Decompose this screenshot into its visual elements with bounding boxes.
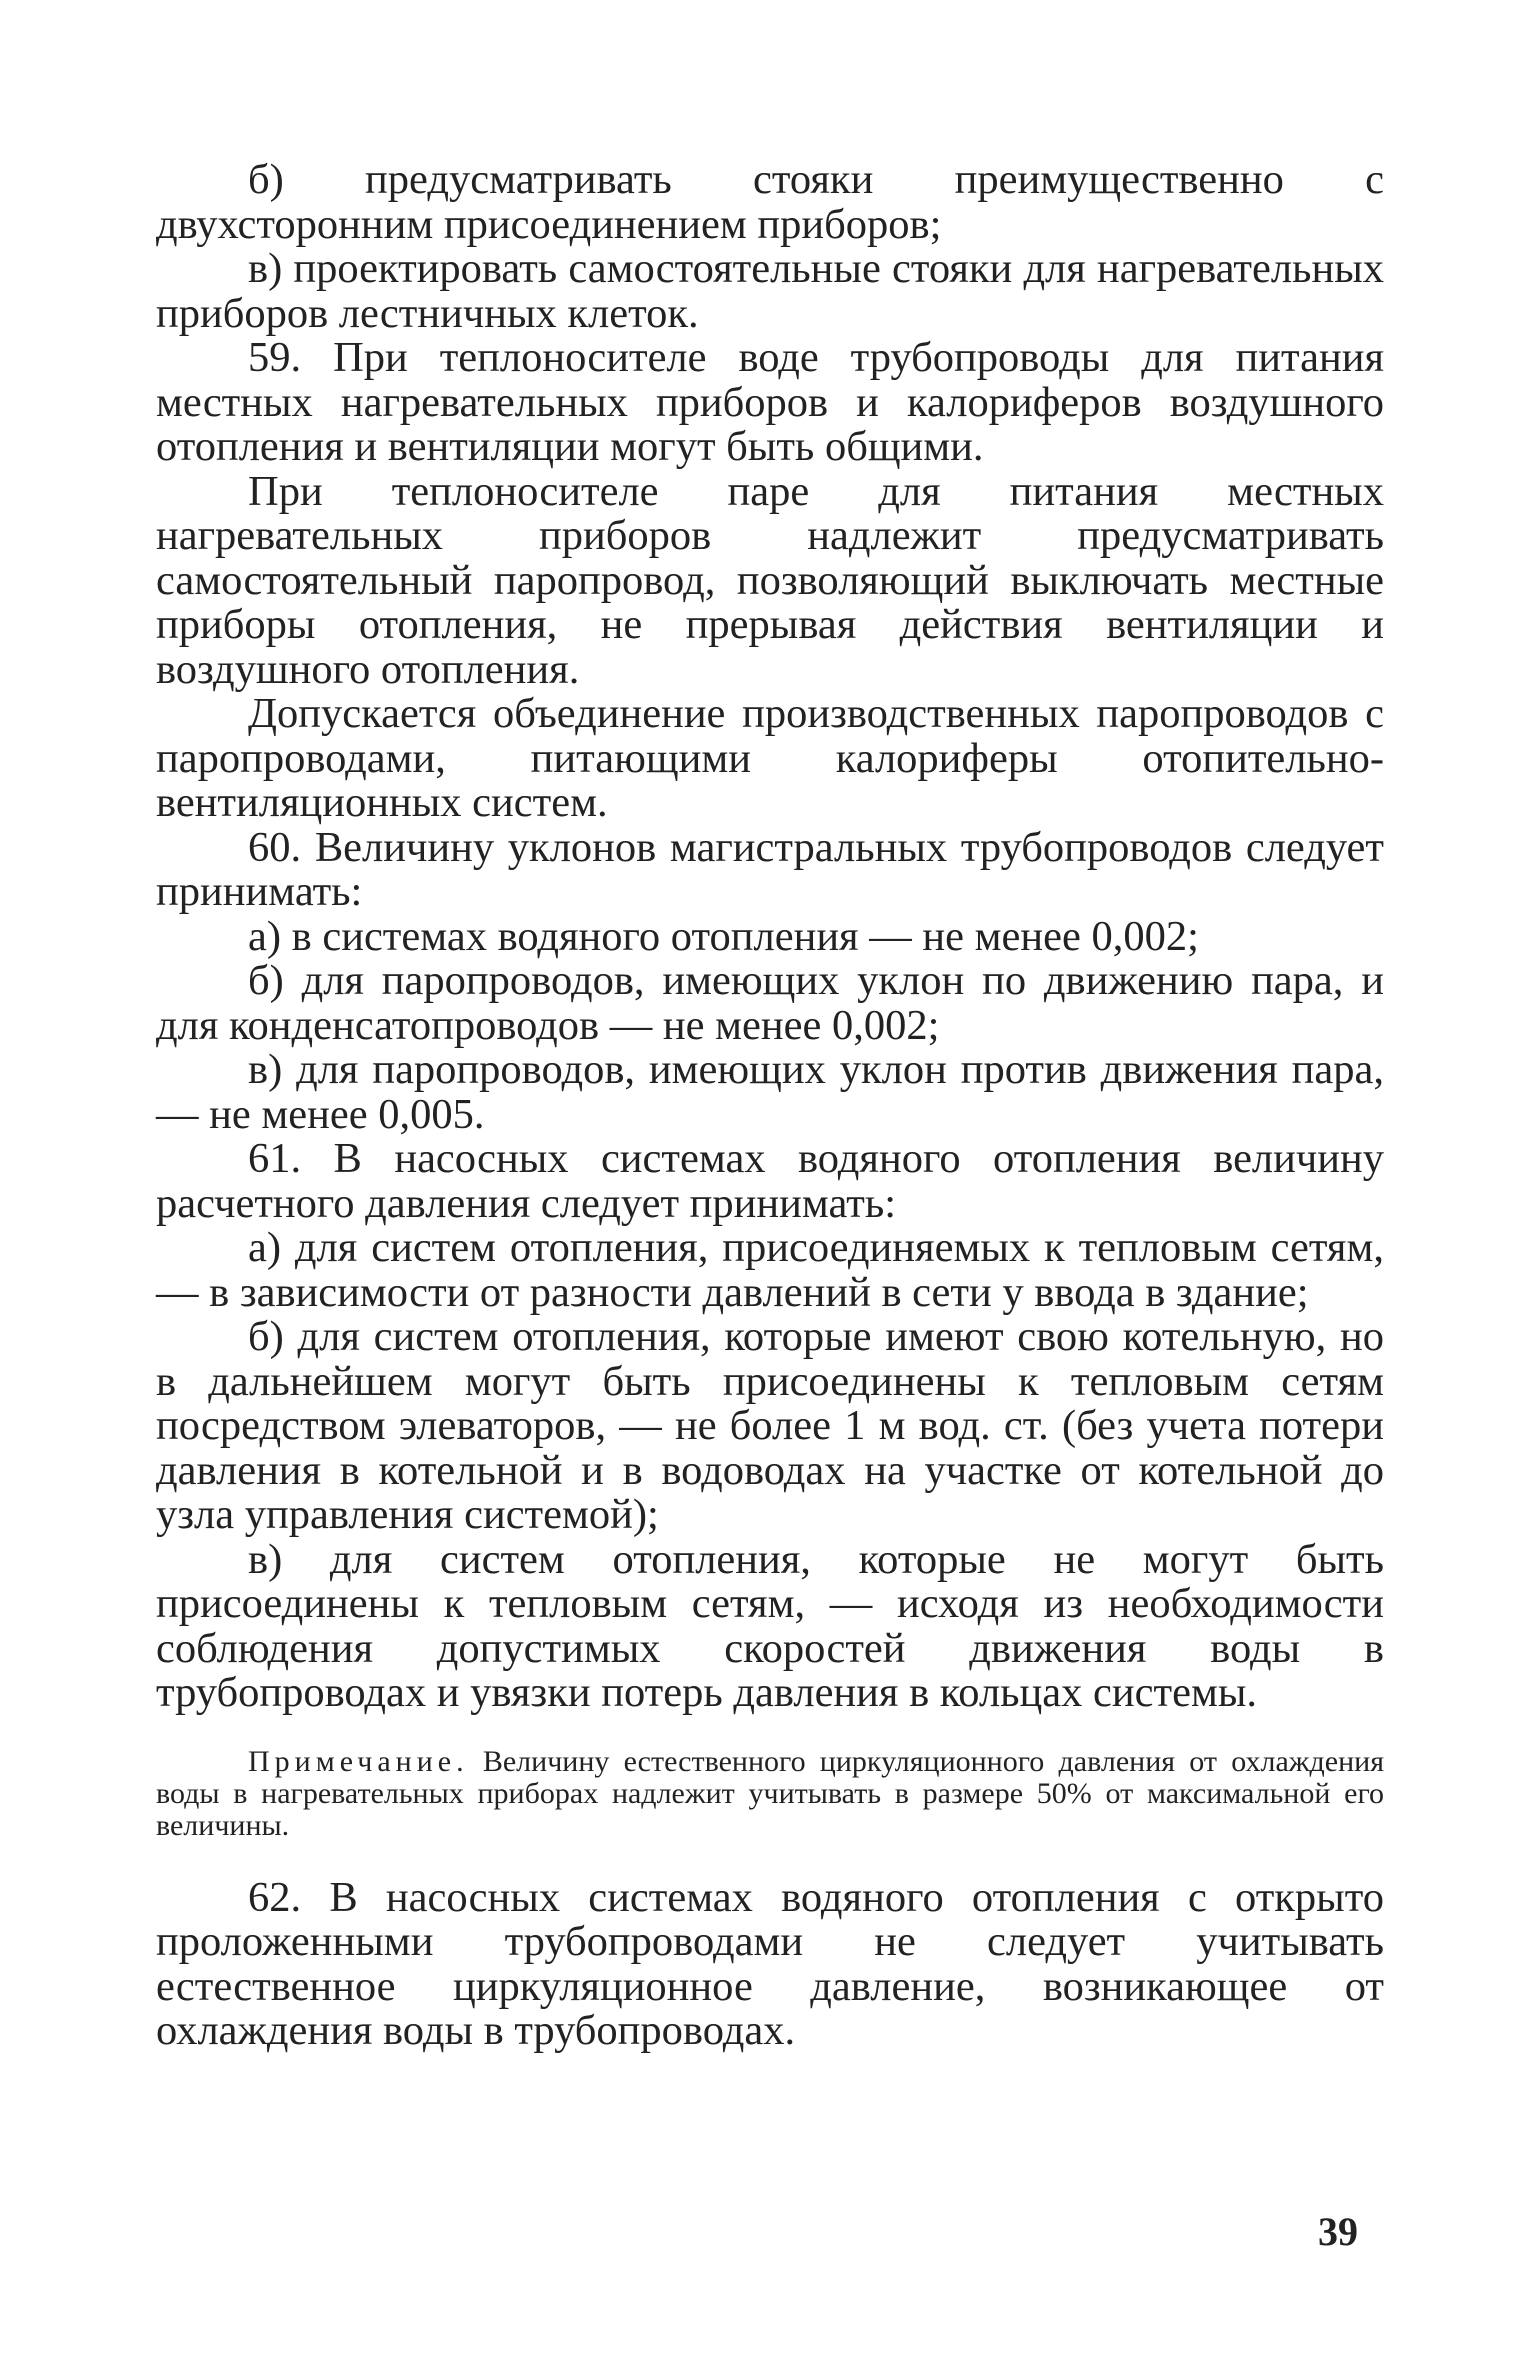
paragraph-60v: в) для паропроводов, имеющих уклон против движения пара, — не менее 0,005.	[156, 1046, 1384, 1138]
paragraph-61a: а) для систем отопления, присоединяемых к тепловым сетям, — в зависимости от разности давлений в сети у ввода в здание;	[156, 1224, 1384, 1316]
paragraph-61: 61. В насосных системах водяного отопления величину расчетного давления следует принимать:	[156, 1135, 1384, 1227]
paragraph-59: 59. При теплоносителе воде трубопроводы для питания местных нагревательных приборов и калориферов воздушного отопления и вентиляции могут быть общими.	[156, 334, 1384, 470]
note-label: Примечание.	[248, 1744, 469, 1778]
note-text: Величину естественного циркуляционного давления от охлаждения воды в нагревательных приборах надлежит учитывать в размере 50% от максимальной его величины.	[156, 1744, 1384, 1842]
paragraph-58v: в) проектировать самостоятельные стояки для нагревательных приборов лестничных клеток.	[156, 245, 1384, 337]
paragraph-58b: б) предусматривать стояки преимущественно с двухсторонним присоединением приборов;	[156, 156, 1384, 248]
note	[156, 1746, 1384, 1842]
paragraph-60a: а) в системах водяного отопления — не менее 0,002;	[248, 912, 1199, 960]
paragraph-61b: б) для систем отопления, которые имеют свою котельную, но в дальнейшем могут быть присоединены к тепловым сетям посредством элеваторов, — не более 1 м вод. ст. (без учета потери давления в котельной и в водоводах на участке от котельной до узла управления системой);	[156, 1313, 1384, 1538]
paragraph-59-merge: Допускается объединение производственных паропроводов с паропроводами, питающими калориферы отопительно-вентиляционных систем.	[156, 690, 1384, 826]
page-number: 39	[1318, 2209, 1358, 2254]
paragraph-60: 60. Величину уклонов магистральных трубопроводов следует принимать:	[156, 823, 1384, 915]
paragraph-62: 62. В насосных системах водяного отопления с открыто проложенными трубопроводами не следует учитывать естественное циркуляционное давление, возникающее от охлаждения воды в трубопроводах.	[156, 1873, 1384, 2054]
paragraph-59-steam: При теплоносителе паре для питания местных нагревательных приборов надлежит предусматривать самостоятельный паропровод, позволяющий выключать местные приборы отопления, не прерывая действия вентиляции и воздушного отопления.	[156, 467, 1384, 693]
paragraph-61v: в) для систем отопления, которые не могут быть присоединены к тепловым сетям, — исходя из необходимости соблюдения допустимых скоростей движения воды в трубопроводах и увязки потерь давления в кольцах системы.	[156, 1535, 1384, 1716]
paragraph-60b: б) для паропроводов, имеющих уклон по движению пара, и для конденсатопроводов — не менее 0,002;	[156, 957, 1384, 1049]
document-body	[156, 158, 1384, 2054]
